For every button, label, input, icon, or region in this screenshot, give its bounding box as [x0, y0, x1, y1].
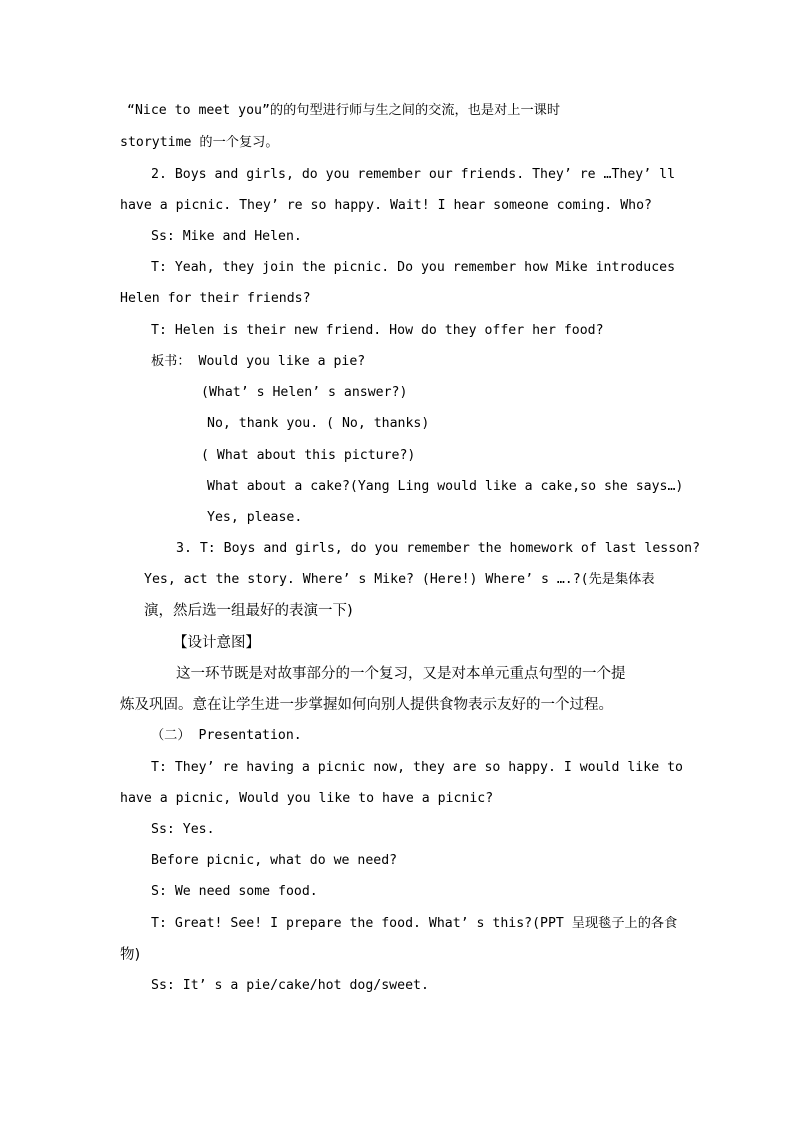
text-line: Ss: Yes. — [151, 822, 215, 837]
text-line: have a picnic, Would you like to have a picnic? — [120, 791, 494, 806]
text-line: Ss: Mike and Helen. — [151, 229, 302, 244]
text-line: What about a cake?(Yang Ling would like a cake,so she says…) — [207, 479, 684, 494]
text-line: T: Yeah, they join the picnic. Do you remember how Mike introduces — [151, 260, 676, 275]
text-line: Yes, please. — [207, 510, 303, 525]
text-line: S: We need some food. — [151, 884, 318, 899]
text-line: ( What about this picture?) — [201, 448, 416, 463]
text-line: 3. T: Boys and girls, do you remember the homework of last lesson? — [176, 541, 701, 556]
text-line: “Nice to meet you”的的句型进行师与生之间的交流，也是对上一课时 — [127, 103, 561, 118]
text-line: Helen for their friends? — [120, 291, 311, 306]
text-line: 演，然后选一组最好的表演一下) — [144, 603, 353, 619]
text-line: 炼及巩固。意在让学生进一步掌握如何向别人提供食物表示友好的一个过程。 — [120, 697, 613, 713]
text-line: 板书： Would you like a pie? — [151, 354, 366, 369]
text-line: storytime 的一个复习。 — [120, 135, 279, 150]
text-line: 2. Boys and girls, do you remember our friends. They’ re …They’ ll — [151, 167, 676, 182]
section-heading: （二） Presentation. — [151, 728, 302, 743]
text-line: (What’ s Helen’ s answer?) — [201, 385, 408, 400]
text-line: 这一环节既是对故事部分的一个复习，又是对本单元重点句型的一个提 — [176, 666, 626, 682]
section-heading: 【设计意图】 — [173, 635, 260, 651]
text-line: have a picnic. They’ re so happy. Wait! I hear someone coming. Who? — [120, 198, 652, 213]
text-line: T: Great! See! I prepare the food. What’ s this?(PPT 呈现毯子上的各食 — [151, 916, 678, 931]
text-line: Before picnic, what do we need? — [151, 853, 398, 868]
text-line: T: Helen is their new friend. How do they offer her food? — [151, 323, 604, 338]
text-line: 物) — [120, 947, 141, 963]
text-line: Ss: It’ s a pie/cake/hot dog/sweet. — [151, 978, 429, 993]
text-line: No, thank you. ( No, thanks) — [207, 416, 430, 431]
text-line: Yes, act the story. Where’ s Mike? (Here!) Where’ s ….?(先是集体表 — [144, 572, 655, 587]
text-line: T: They’ re having a picnic now, they are so happy. I would like to — [151, 760, 683, 775]
